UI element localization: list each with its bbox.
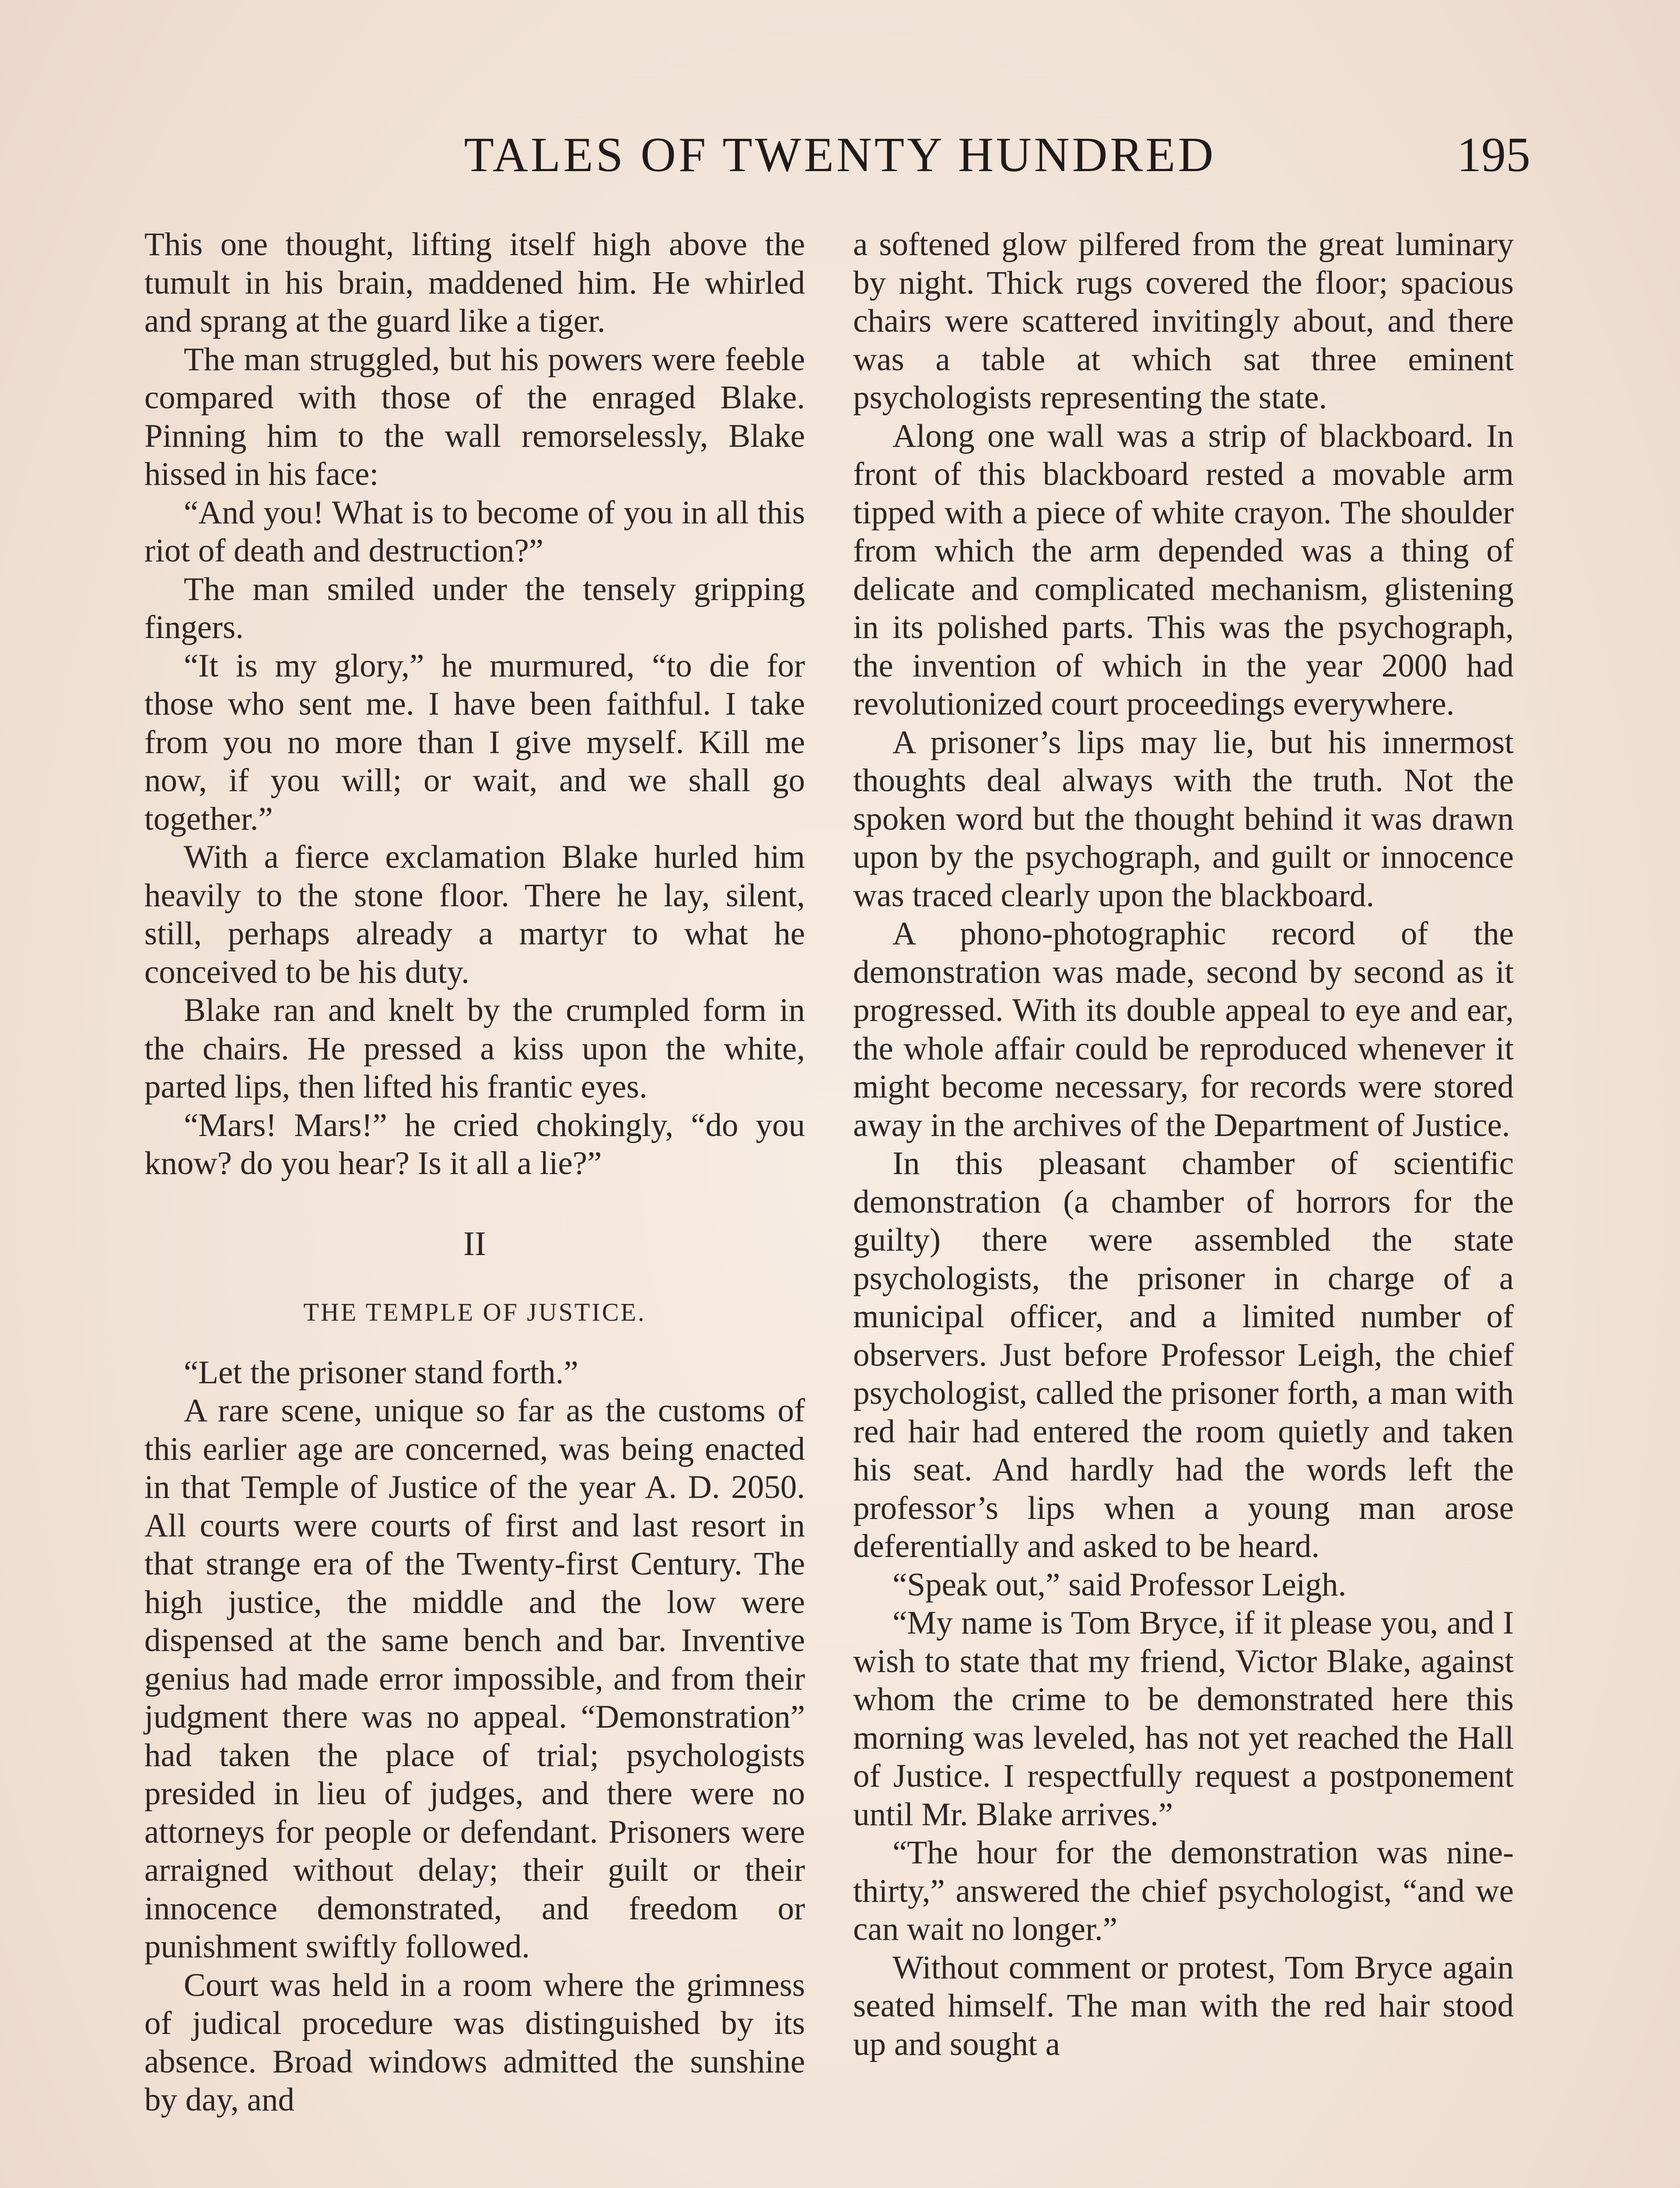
paragraph: “And you! What is to become of you in all this riot of death and destruction?” (144, 494, 805, 569)
paragraph: The man smiled under the tensely gripping fingers. (144, 571, 805, 645)
paragraph: “Mars! Mars!” he cried chokingly, “do you know? do you hear? Is it all a lie?” (144, 1107, 805, 1182)
paragraph: “Let the prisoner stand forth.” (184, 1354, 578, 1391)
paragraph: A prisoner’s lips may lie, but his innermost thoughts deal always with the truth. Not the spoken word but the thought behind it was drawn upon by the psychograph, and guilt or innocence was traced clearly upon the blackboard. (853, 724, 1514, 914)
paragraph: The man struggled, but his powers were feeble compared with those of the enraged Blake. Pinning him to the wall remorselessly, Blake hissed in his face: (144, 341, 805, 492)
section-number: II (463, 1224, 486, 1262)
paragraph: “Speak out,” said Professor Leigh. (892, 1566, 1347, 1603)
running-title: TALES OF TWENTY HUNDRED (464, 128, 1216, 182)
paragraph: Court was held in a room where the grimness of judical procedure was distinguished by its absence. Broad windows admitted the sunshine by day, and (144, 1967, 805, 2118)
right-column (853, 225, 1514, 2063)
paragraph: A rare scene, unique so far as the customs of this earlier age are concerned, was being enacted in that Temple of Justice of the year A. D. 2050. All courts were courts of first and last resort in that strange era of the Twenty-first Century. The high justice, the middle and the low were dispensed at the same bench and bar. Inventive genius had made error impossible, and from their judgment there was no appeal. “Demonstration” had taken the place of trial; psychologists presided in lieu of judges, and there were no attorneys for people or defendant. Prisoners were arraigned without delay; their guilt or their innocence demonstrated, and freedom or punishment swiftly followed. (144, 1392, 805, 1965)
paragraph: Without comment or protest, Tom Bryce again seated himself. The man with the red hair stood up and sought a (853, 1949, 1514, 2062)
paragraph: “My name is Tom Bryce, if it please you, and I wish to state that my friend, Victor Blake, against whom the crime to be demonstrated here this morning was leveled, has not yet reached the Hall of Justice. I respectfully request a postponement until Mr. Blake arrives.” (853, 1605, 1514, 1833)
paragraph: Blake ran and knelt by the crumpled form in the chairs. He pressed a kiss upon the white, parted lips, then lifted his frantic eyes. (144, 992, 805, 1105)
paragraph: Along one wall was a strip of blackboard. In front of this blackboard rested a movable arm tipped with a piece of white crayon. The shoulder from which the arm depended was a thing of delicate and complicated mechanism, glistening in its polished parts. This was the psychograph, the invention of which in the year 2000 had revolutionized court proceedings everywhere. (853, 417, 1514, 722)
paragraph: “It is my glory,” he murmured, “to die for those who sent me. I have been faithful. I take from you no more than I give myself. Kill me now, if you will; or wait, and we shall go together.” (144, 647, 805, 837)
section-title: THE TEMPLE OF JUSTICE. (303, 1298, 646, 1326)
left-column (144, 225, 805, 2119)
paragraph: With a fierce exclamation Blake hurled him heavily to the stone floor. There he lay, silent, still, perhaps already a martyr to what he conceived to be his duty. (144, 839, 805, 990)
page-number: 195 (1457, 128, 1530, 182)
paragraph: “The hour for the demonstration was nine-thirty,” answered the chief psychologist, “and we can wait no longer.” (853, 1834, 1514, 1947)
paragraph: a softened glow pilfered from the great luminary by night. Thick rugs covered the floor; spacious chairs were scattered invitingly about, and there was a table at which sat three eminent psychologists representing the state. (853, 226, 1514, 416)
paragraph: In this pleasant chamber of scientific demonstration (a chamber of horrors for the guilty) there were assembled the state psychologists, the prisoner in charge of a municipal officer, and a limited number of observers. Just before Professor Leigh, the chief psychologist, called the prisoner forth, a man with red hair had entered the room quietly and taken his seat. And hardly had the words left the professor’s lips when a young man arose deferentially and asked to be heard. (853, 1145, 1514, 1564)
paragraph: A phono-photographic record of the demonstration was made, second by second as it progressed. With its double appeal to eye and ear, the whole affair could be reproduced whenever it might become necessary, for records were stored away in the archives of the Department of Justice. (853, 915, 1514, 1143)
paragraph: This one thought, lifting itself high above the tumult in his brain, maddened him. He whirled and sprang at the guard like a tiger. (144, 226, 805, 339)
